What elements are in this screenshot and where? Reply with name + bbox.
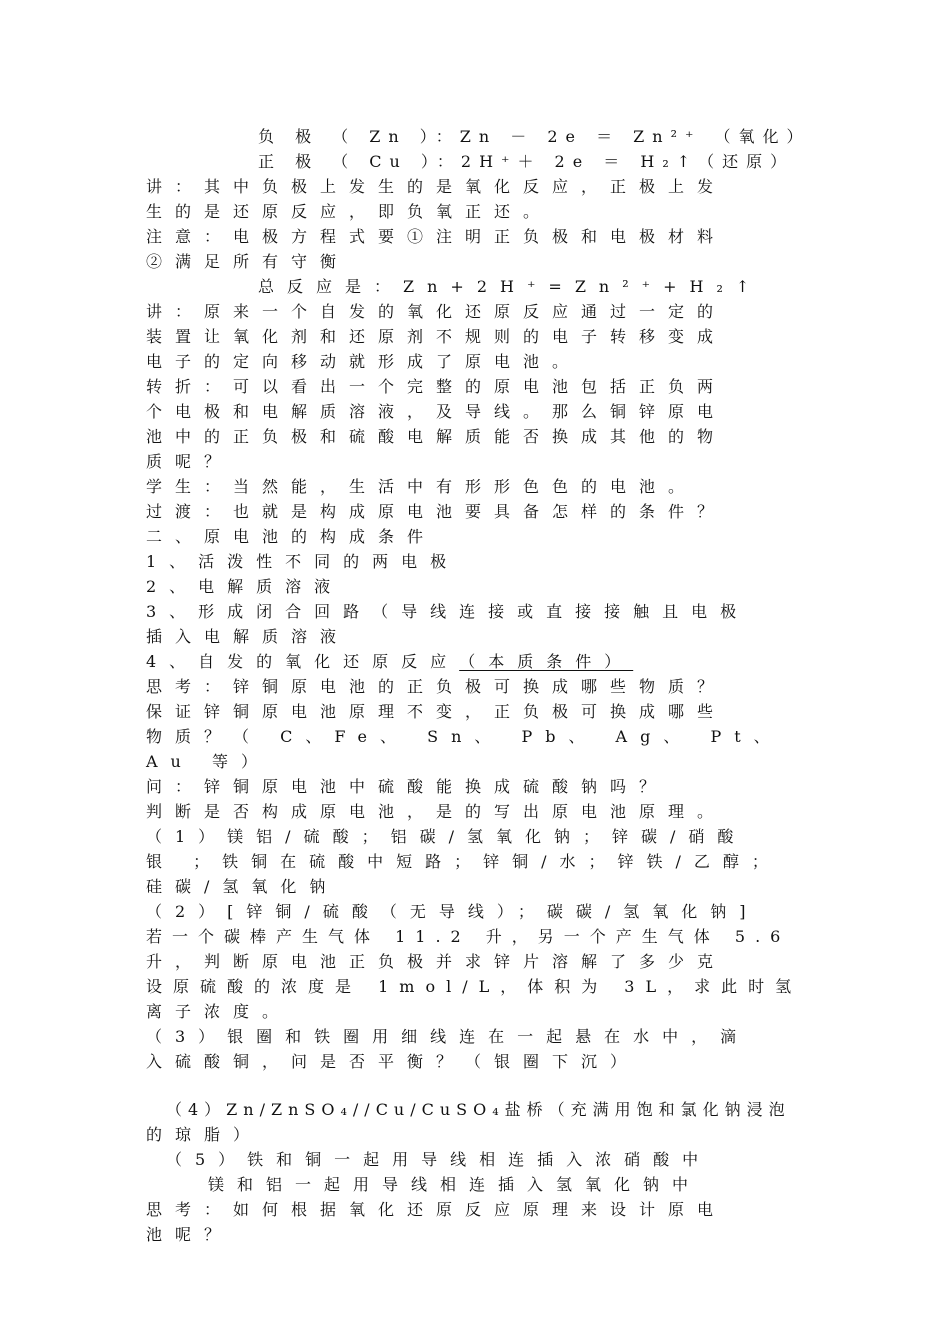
equation-total-reaction: 总反应是：Zn+2H⁺=Zn²⁺+H₂↑ bbox=[258, 277, 763, 296]
text-line: 判断是否构成原电池，是的写出原电池原理。 bbox=[146, 802, 727, 821]
text-line: 镁和铝一起用导线相连插入氢氧化钠中 bbox=[208, 1175, 702, 1194]
text-line: 讲：其中负极上发生的是氧化反应，正极上发 bbox=[146, 177, 727, 196]
text-line: 转折：可以看出一个完整的原电池包括正负两 bbox=[146, 377, 727, 396]
text-line: （2）[锌铜/硫酸（无导线）；碳碳/氢氧化钠] bbox=[146, 902, 759, 921]
section-heading: 二、原电池的构成条件 bbox=[146, 527, 437, 546]
condition-text: 4、自发的氧化还原反应 bbox=[146, 652, 460, 671]
text-line: 装置让氧化剂和还原剂不规则的电子转移变成 bbox=[146, 327, 727, 346]
text-line: 问：锌铜原电池中硫酸能换成硫酸钠吗？ bbox=[146, 777, 669, 796]
condition-item bbox=[146, 649, 806, 674]
condition-item: 1、活泼性不同的两电极 bbox=[146, 552, 460, 571]
text-line: 设原硫酸的浓度是 1mol/L，体积为 3L，求此时氢 bbox=[146, 977, 803, 996]
text-line: 思考：锌铜原电池的正负极可换成哪些物质？ bbox=[146, 677, 727, 696]
text-line: 的琼脂） bbox=[146, 1125, 263, 1144]
text-line: 保证锌铜原电池原理不变，正负极可换成哪些 bbox=[146, 702, 727, 721]
condition-item: 3、形成闭合回路（导线连接或直接接触且电极 bbox=[146, 602, 750, 621]
text-line: 银 ；铁铜在硫酸中短路；锌铜/水；锌铁/乙醇； bbox=[146, 852, 781, 871]
text-line: 升，判断原电池正负极并求锌片溶解了多少克 bbox=[146, 952, 727, 971]
text-line: 池中的正负极和硫酸电解质能否换成其他的物 bbox=[146, 427, 727, 446]
text-line: 池呢？ bbox=[146, 1225, 234, 1244]
text-line: 若一个碳棒产生气体 11.2 升，另一个产生气体 5.6 bbox=[146, 927, 791, 946]
text-line: 个电极和电解质溶液，及导线。那么铜锌原电 bbox=[146, 402, 727, 421]
text-line: 思考：如何根据氧化还原反应原理来设计原电 bbox=[146, 1200, 727, 1219]
text-line: 物质？（ C、Fe、 Sn、 Pb、 Ag、 Pt、 bbox=[146, 727, 783, 746]
text-line: 硅碳/氢氧化钠 bbox=[146, 877, 339, 896]
text-line: 插入电解质溶液 bbox=[146, 627, 350, 646]
essential-condition-note: （本质条件） bbox=[459, 652, 634, 671]
text-line: 质呢？ bbox=[146, 452, 234, 471]
text-line: 离子浓度。 bbox=[146, 1002, 292, 1021]
text-line: ②满足所有守衡 bbox=[146, 252, 350, 271]
text-line: 注意：电极方程式要①注明正负极和电极材料 bbox=[146, 227, 727, 246]
text-line: 入硫酸铜，问是否平衡？（银圈下沉） bbox=[146, 1052, 640, 1071]
text-line: （5）铁和铜一起用导线相连插入浓硝酸中 bbox=[166, 1150, 712, 1169]
text-line: 学生：当然能，生活中有形形色色的电池。 bbox=[146, 477, 698, 496]
text-line: （1）镁铝/硫酸；铝碳/氢氧化钠；锌碳/硝酸 bbox=[146, 827, 747, 846]
text-line: （3）银圈和铁圈用细线连在一起悬在水中，滴 bbox=[146, 1027, 750, 1046]
text-line: （4）Zn/ZnSO₄//Cu/CuSO₄盐桥（充满用饱和氯化钠浸泡 bbox=[166, 1100, 791, 1119]
equation-positive-electrode: 正 极 （ Cu ）：2H⁺＋ 2e ＝ H₂↑（还原） bbox=[258, 152, 795, 171]
text-line: 电子的定向移动就形成了原电池。 bbox=[146, 352, 582, 371]
text-line: 讲：原来一个自发的氧化还原反应通过一定的 bbox=[146, 302, 727, 321]
text-line: Au 等） bbox=[146, 752, 270, 771]
text-line: 生的是还原反应，即负氧正还。 bbox=[146, 202, 553, 221]
equation-negative-electrode: 负 极 （ Zn ）：Zn － 2e ＝ Zn²⁺ （氧化） bbox=[258, 127, 811, 146]
condition-item: 2、电解质溶液 bbox=[146, 577, 344, 596]
text-line: 过渡：也就是构成原电池要具备怎样的条件？ bbox=[146, 502, 727, 521]
